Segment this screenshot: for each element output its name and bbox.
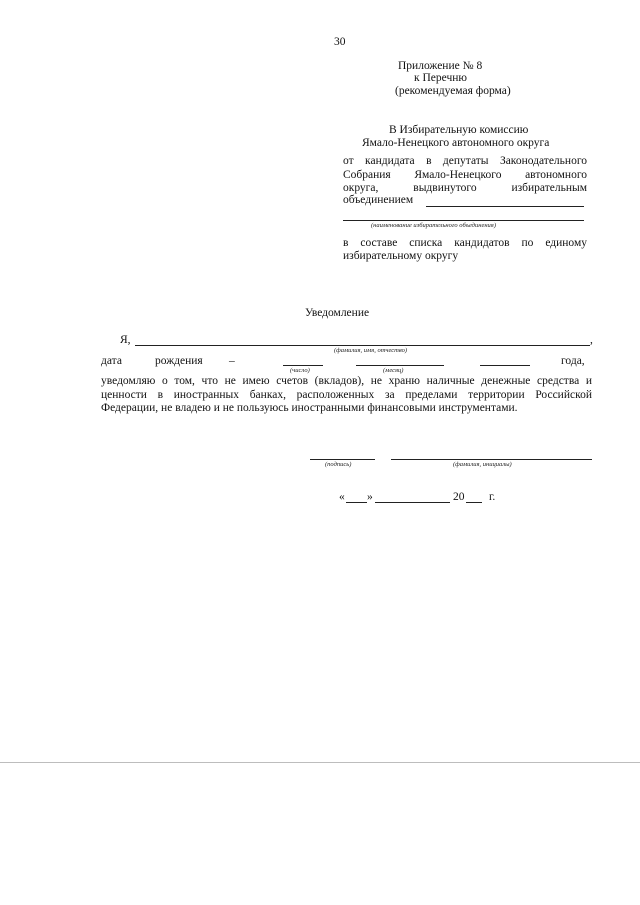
appendix-number: Приложение № 8 [398, 60, 483, 72]
from-line-4: объединением [343, 194, 414, 206]
association-blank-long[interactable] [343, 220, 584, 221]
full-name-caption: (фамилия, имя, отчество) [334, 347, 408, 354]
initials-caption: (фамилия, инициалы) [453, 461, 512, 468]
birth-year-blank[interactable] [480, 365, 530, 366]
statement-line-2: ценности в иностранных банках, расположенных за пределами территории Российской [101, 388, 592, 401]
blank-background [0, 763, 640, 905]
initials-blank[interactable] [391, 459, 592, 460]
birth-dash: – [229, 355, 235, 367]
date-year-prefix: 20 [453, 491, 465, 503]
ya-label: Я, [120, 334, 131, 346]
list-block [343, 237, 587, 251]
date-day-blank[interactable] [346, 502, 367, 503]
statement-line-1: уведомляю о том, что не имею счетов (вкладов), не храню наличные денежные средства и [101, 375, 592, 387]
birth-month-blank[interactable] [356, 365, 444, 366]
signature-caption: (подпись) [325, 461, 352, 468]
birth-day-blank[interactable] [283, 365, 323, 366]
from-line-1: от кандидата в депутаты Законодательного [343, 155, 587, 167]
appendix-reference: к Перечню [414, 72, 467, 84]
signature-blank[interactable] [310, 459, 375, 460]
document-title: Уведомление [305, 307, 370, 319]
date-month-blank[interactable] [375, 502, 450, 503]
page-number: 30 [334, 36, 346, 48]
addressee-line-1: В Избирательную комиссию [389, 124, 529, 136]
birth-day-caption: (число) [290, 367, 310, 374]
statement-line-3: Федерации, не владею и не пользуюсь иностранными финансовыми инструментами. [101, 402, 518, 414]
addressee-line-2: Ямало-Ненецкого автономного округа [362, 137, 550, 149]
date-close-quote: » [367, 491, 373, 503]
list-line-1: в составе списка кандидатов по единому [343, 237, 587, 249]
birth-date-label: дата [101, 355, 122, 367]
association-caption: (наименование избирательного объединения) [371, 222, 496, 229]
full-name-blank[interactable] [135, 345, 590, 346]
date-suffix: г. [489, 491, 496, 503]
name-comma: , [590, 334, 593, 346]
association-blank-short[interactable] [426, 206, 584, 207]
from-line-2: Собрания Ямало-Ненецкого автономного [343, 168, 587, 181]
date-year-blank[interactable] [466, 502, 482, 503]
date-open-quote: « [339, 491, 345, 503]
list-line-2: избирательному округу [343, 250, 459, 262]
from-line-3: округа, выдвинутого избирательным [343, 182, 587, 194]
statement-paragraph [101, 375, 592, 416]
year-label: года, [561, 355, 585, 367]
birth-label: рождения [155, 355, 203, 367]
from-block [343, 155, 587, 196]
birth-month-caption: (месяц) [383, 367, 404, 374]
appendix-form-note: (рекомендуемая форма) [395, 85, 511, 97]
